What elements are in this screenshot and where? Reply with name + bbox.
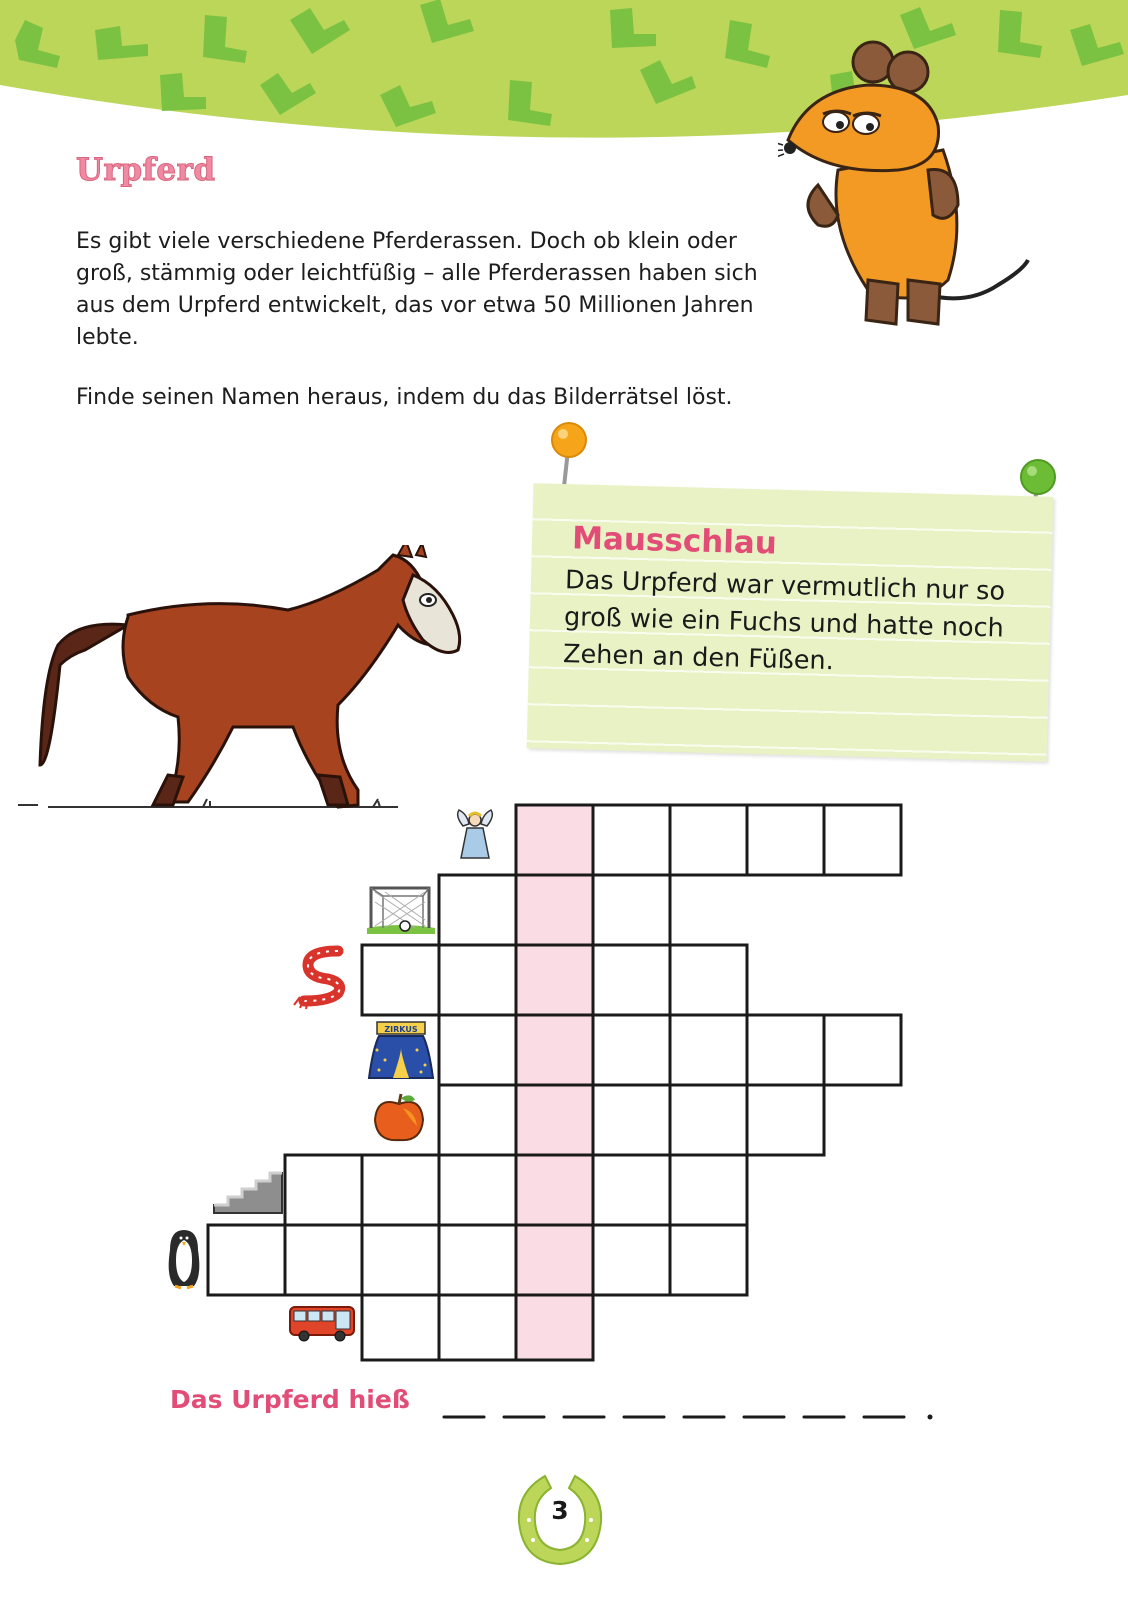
page-title: Urpferd — [76, 152, 216, 188]
page-number: 3 — [551, 1496, 569, 1525]
note-title: Mausschlau — [571, 520, 778, 562]
circus-sign-text: ZIRKUS — [384, 1025, 418, 1034]
note-text: Das Urpferd war vermutlich nur so groß wie ein Fuchs und hatte noch Zehen an den Füßen. — [562, 565, 1006, 677]
circus-tent-icon — [365, 1020, 437, 1080]
penguin-icon — [165, 1228, 203, 1290]
scarf-icon — [290, 945, 350, 1010]
page-number-badge — [515, 1470, 605, 1570]
angel-icon — [455, 808, 495, 863]
answer-blanks[interactable] — [440, 1405, 960, 1425]
intro-paragraph: Es gibt viele verschiedene Pferderassen. Doch ob klein oder groß, stämmig oder leichtfüßig – alle Pferderassen haben sich aus dem Urpferd entwickelt, das vor etwa 50 Millionen Jahren lebte. — [76, 229, 758, 350]
mausschlau-note — [527, 483, 1054, 762]
bus-icon — [288, 1303, 358, 1343]
apple-icon — [373, 1092, 425, 1142]
answer-label: Das Urpferd hieß — [170, 1385, 410, 1414]
stairs-icon — [212, 1163, 284, 1215]
instruction-text: Finde seinen Namen heraus, indem du das Bilderrätsel löst. — [76, 385, 733, 410]
soccer-goal-icon — [365, 882, 437, 934]
horse-icon — [18, 545, 498, 840]
mouse-character-icon — [778, 40, 1048, 340]
